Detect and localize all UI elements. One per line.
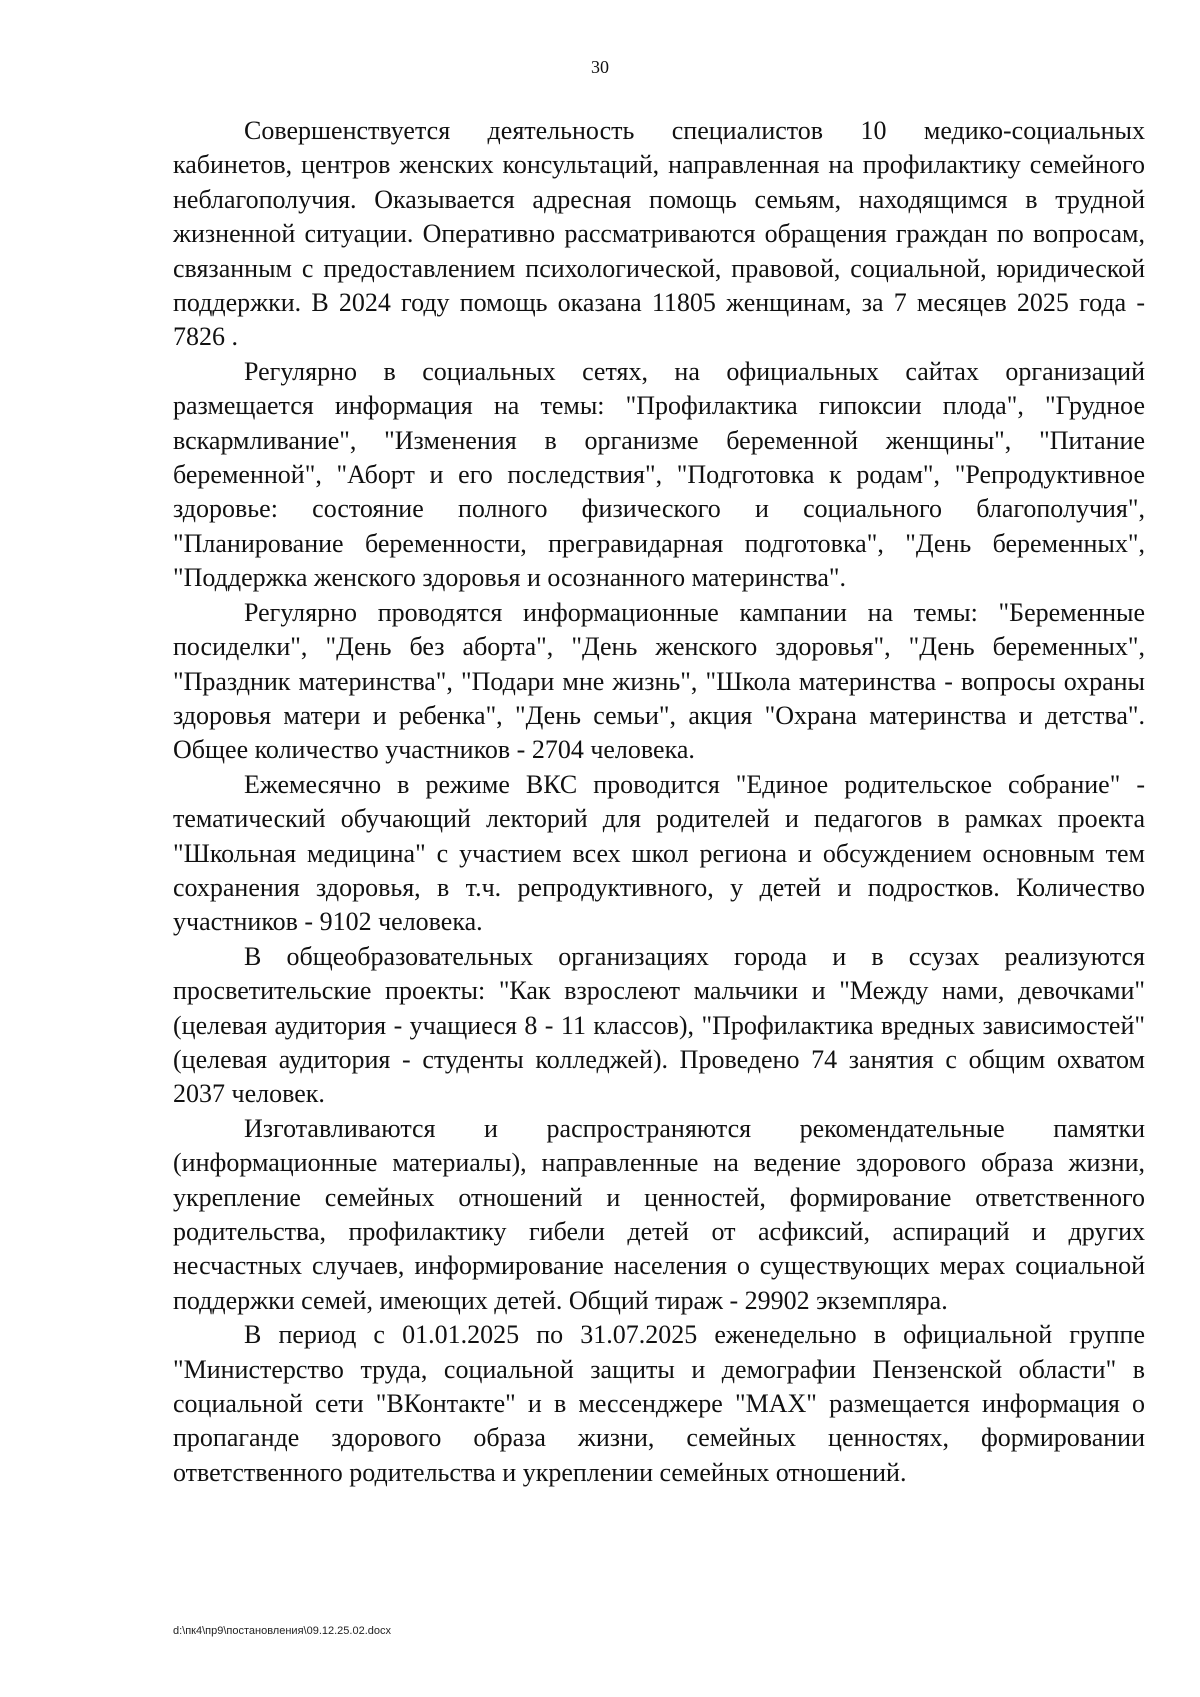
paragraph-official-group: В период с 01.01.2025 по 31.07.2025 еженедельно в официальной группе "Министерство труда, социальной защиты и демографии Пензенской области" в социальной сети "ВКонтакте" и в мессенджере "MAX" размещается информация о пропаганде здорового образа жизни, семейных ценностях, формировании ответственного родительства и укреплении семейных отношений.	[173, 1320, 1145, 1487]
paragraph-information-campaigns: Регулярно проводятся информационные кампании на темы: "Беременные посиделки", "День без аборта", "День женского здоровья", "День беременных", "Праздник материнства", "Подари мне жизнь", "Школа материнства - вопросы охраны здоровья матери и ребенка", "День семьи", акция "Охрана материнства и детства". Общее количество участников - 2704 человека.	[173, 597, 1145, 765]
footer-file-path: d:\пк4\пр9\постановления\09.12.25.02.docx	[173, 1625, 391, 1637]
page-number: 30	[591, 57, 609, 77]
paragraph-medical-social-offices: Совершенствуется деятельность специалистов 10 медико-социальных кабинетов, центров женских консультаций, направленная на профилактику семейного неблагополучия. Оказывается адресная помощь семьям, находящимся в трудной жизненной ситуации. Оперативно рассматриваются обращения граждан по вопросам, связанным с предоставлением психологической, правовой, социальной, юридической поддержки. В 2024 году помощь оказана 11805 женщинам, за 7 месяцев 2025 года - 7826 .	[173, 116, 1145, 352]
paragraph-social-media-topics: Регулярно в социальных сетях, на официальных сайтах организаций размещается информация на темы: "Профилактика гипоксии плода", "Грудное вскармливание", "Изменения в организме беременной женщины", "Питание беременной", "Аборт и его последствия", "Подготовка к родам", "Репродуктивное здоровье: состояние полного физического и социального благополучия", "Планирование беременности, прегравидарная подготовка", "День беременных", "Поддержка женского здоровья и осознанного материнства".	[173, 356, 1145, 593]
paragraph-educational-projects: В общеобразовательных организациях города и в ссузах реализуются просветительские проекты: "Как взрослеют мальчики и "Между нами, девочками" (целевая аудитория - учащиеся 8 - 11 классов), "Профилактика вредных зависимостей" (целевая аудитория - студенты колледжей). Проведено 74 занятия с общим охватом 2037 человек.	[173, 941, 1145, 1109]
paragraph-memo-materials: Изготавливаются и распространяются рекомендательные памятки (информационные материалы), направленные на ведение здорового образа жизни, укрепление семейных отношений и ценностей, формирование ответственного родительства, профилактику гибели детей от асфиксий, аспираций и других несчастных случаев, информирование населения о существующих мерах социальной поддержки семей, имеющих детей. Общий тираж - 29902 экземпляра.	[173, 1113, 1145, 1315]
document-body	[173, 114, 1145, 1490]
paragraph-parent-meeting: Ежемесячно в режиме ВКС проводится "Единое родительское собрание" - тематический обучающий лекторий для родителей и педагогов в рамках проекта "Школьная медицина" с участием всех школ региона и обсуждением основным тем сохранения здоровья, в т.ч. репродуктивного, у детей и подростков. Количество участников - 9102 человека.	[173, 769, 1145, 937]
